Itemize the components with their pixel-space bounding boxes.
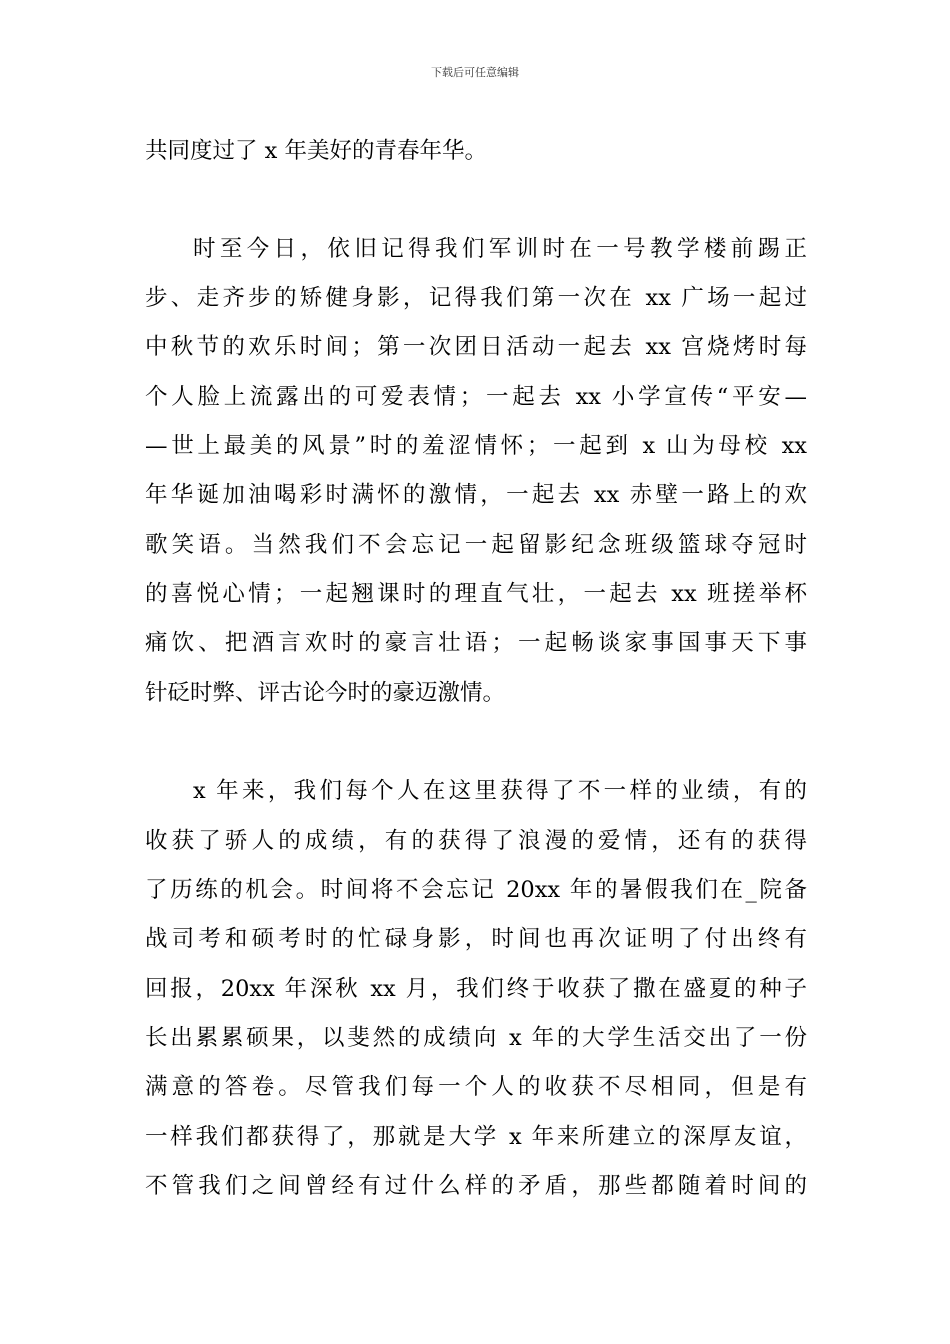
text-line: 的喜悦心情；一起翘课时的理直气壮，一起去 xx 班搓举杯 <box>145 581 807 607</box>
text-line: 歌笑语。当然我们不会忘记一起留影纪念班级篮球夺冠时 <box>145 532 807 558</box>
text-line: 中秋节的欢乐时间；第一次团日活动一起去 xx 宫烧烤时每 <box>145 334 807 360</box>
text-line: 步、走齐步的矫健身影，记得我们第一次在 xx 广场一起过 <box>145 285 807 311</box>
text-line: —世上最美的风景”时的羞涩情怀；一起到 x 山为母校 xx <box>145 433 807 459</box>
header-note: 下载后可任意编辑 <box>431 66 519 79</box>
text-line: 共同度过了 x 年美好的青春年华。 <box>145 138 487 164</box>
text-line: 不管我们之间曾经有过什么样的矛盾，那些都随着时间的 <box>145 1173 807 1199</box>
paragraph-first-line: 时至今日，依旧记得我们军训时在一号教学楼前踢正 <box>193 236 807 262</box>
text-line: 了历练的机会。时间将不会忘记 20xx 年的暑假我们在_院备 <box>145 877 807 903</box>
text-line: 长出累累硕果，以斐然的成绩向 x 年的大学生活交出了一份 <box>145 1025 807 1051</box>
text-line: 满意的答卷。尽管我们每一个人的收获不尽相同，但是有 <box>145 1074 807 1100</box>
text-line: 一样我们都获得了，那就是大学 x 年来所建立的深厚友谊， <box>145 1124 807 1150</box>
text-line: 针砭时弊、评古论今时的豪迈激情。 <box>145 680 506 706</box>
text-line: 痛饮、把酒言欢时的豪言壮语；一起畅谈家事国事天下事 <box>145 630 807 656</box>
text-line: 收获了骄人的成绩，有的获得了浪漫的爱情，还有的获得 <box>145 828 807 854</box>
text-line: 个人脸上流露出的可爱表情；一起去 xx 小学宣传“平安— <box>145 384 807 410</box>
text-line: 回报，20xx 年深秋 xx 月，我们终于收获了撒在盛夏的种子 <box>145 976 807 1002</box>
text-line: 年华诞加油喝彩时满怀的激情，一起去 xx 赤壁一路上的欢 <box>145 482 807 508</box>
text-line: 战司考和硕考时的忙碌身影，时间也再次证明了付出终有 <box>145 926 807 952</box>
paragraph-first-line: x 年来，我们每个人在这里获得了不一样的业绩，有的 <box>193 778 807 804</box>
